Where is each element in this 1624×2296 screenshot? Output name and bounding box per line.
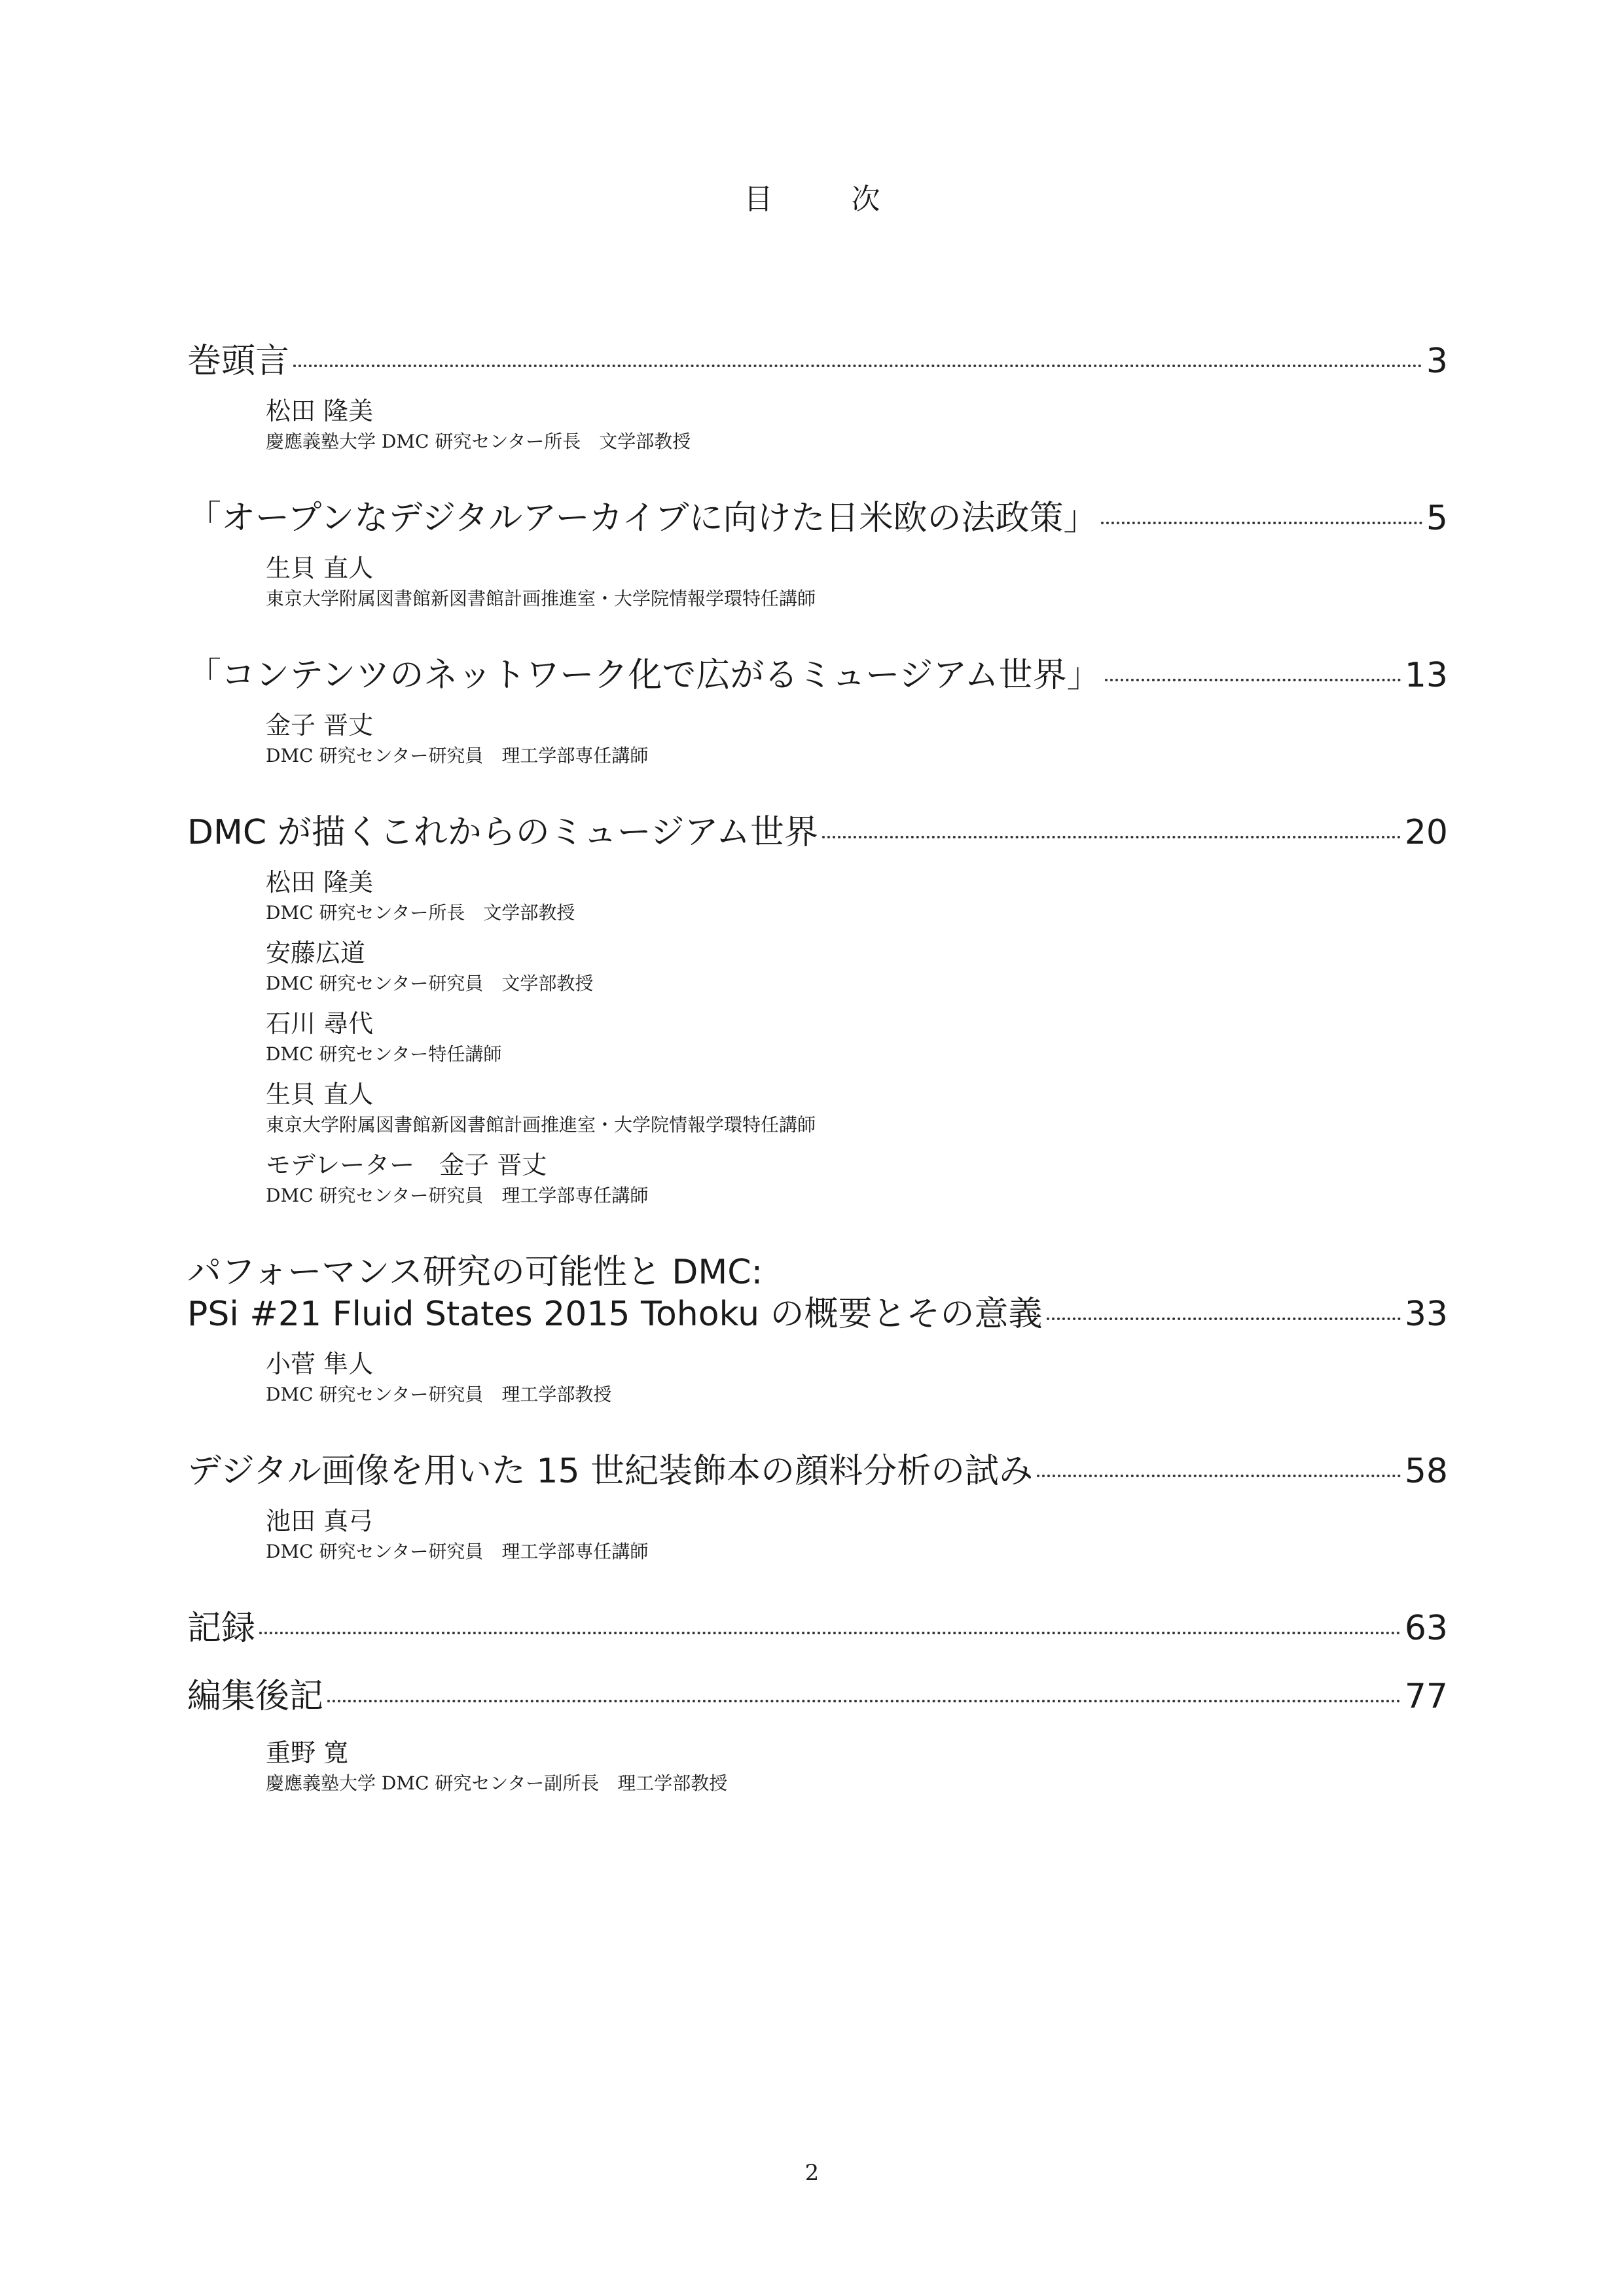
toc-entry-page: 58 <box>1404 1452 1448 1491</box>
toc-entry-title-row[interactable] <box>187 1676 1448 1717</box>
author-affiliation: DMC 研究センター研究員 理工学部教授 <box>266 1384 612 1405</box>
toc-entry <box>187 655 1448 770</box>
author-list <box>266 394 1448 456</box>
toc-entry-page: 63 <box>1404 1609 1448 1648</box>
author-affiliation: 東京大学附属図書館新図書館計画推進室・大学院情報学環特任講師 <box>266 1114 816 1136</box>
toc-entry <box>187 1676 1448 1797</box>
author-affiliation: DMC 研究センター研究員 理工学部専任講師 <box>266 745 649 766</box>
toc-entry <box>187 497 1448 613</box>
author-affiliation: 慶應義塾大学 DMC 研究センター副所長 理工学部教授 <box>266 1772 728 1794</box>
toc-entry-title-row[interactable] <box>187 1293 1448 1335</box>
toc-entry-page: 13 <box>1404 656 1448 695</box>
author-name: 重野 寛 <box>266 1738 349 1767</box>
toc-entry-title-row[interactable] <box>187 655 1448 696</box>
page-number: 2 <box>804 2160 820 2186</box>
author-affiliation: DMC 研究センター研究員 理工学部専任講師 <box>266 1185 649 1206</box>
author-list <box>266 865 1448 1210</box>
toc-entry-title-row[interactable] <box>187 497 1448 539</box>
toc-entry-title: 巻頭言 <box>187 342 290 381</box>
toc-entry-title: 「オープンなデジタルアーカイブに向けた日米欧の法政策」 <box>187 499 1098 538</box>
toc-entry-page: 33 <box>1404 1295 1448 1334</box>
author-name: 池田 真弓 <box>266 1507 374 1535</box>
table-of-contents <box>187 340 1448 1839</box>
toc-entry-title: デジタル画像を用いた 15 世紀装飾本の顔料分析の試み <box>187 1452 1034 1491</box>
dot-leader <box>822 836 1401 838</box>
toc-entry-page: 5 <box>1426 499 1448 538</box>
toc-entry <box>187 1450 1448 1566</box>
dot-leader <box>327 1700 1401 1702</box>
toc-entry-title-row[interactable] <box>187 1607 1448 1649</box>
toc-entry-title-row[interactable] <box>187 812 1448 853</box>
toc-entry <box>187 340 1448 456</box>
toc-entry-title: DMC が描くこれからのミュージアム世界 <box>187 813 819 852</box>
author-list <box>266 1504 1448 1566</box>
author-list <box>266 1736 1448 1797</box>
author-affiliation: DMC 研究センター研究員 理工学部専任講師 <box>266 1541 649 1562</box>
toc-entry-title: 編集後記 <box>187 1677 324 1716</box>
toc-entry-title: 記録 <box>187 1609 256 1648</box>
toc-entry <box>187 812 1448 1210</box>
author-name: 金子 晋丈 <box>266 711 374 740</box>
author-affiliation: 慶應義塾大学 DMC 研究センター所長 文学部教授 <box>266 431 691 452</box>
author-list <box>266 551 1448 613</box>
toc-entry-title: PSi #21 Fluid States 2015 Tohoku の概要とその意義 <box>187 1295 1043 1334</box>
author-affiliation: 東京大学附属図書館新図書館計画推進室・大学院情報学環特任講師 <box>266 588 816 609</box>
author-affiliation: DMC 研究センター所長 文学部教授 <box>266 902 575 924</box>
author-name: 小菅 隼人 <box>266 1350 374 1378</box>
author-name: 石川 尋代 <box>266 1009 374 1038</box>
dot-leader <box>293 365 1422 367</box>
page-title: 目次 <box>744 183 959 216</box>
toc-entry-title-line1[interactable]: パフォーマンス研究の可能性と DMC: <box>187 1253 763 1292</box>
toc-entry-title-row[interactable] <box>187 340 1448 382</box>
toc-entry-title: 「コンテンツのネットワーク化で広がるミュージアム世界」 <box>187 656 1101 695</box>
dot-leader <box>1105 679 1401 681</box>
author-affiliation: DMC 研究センター特任講師 <box>266 1043 502 1065</box>
dot-leader <box>259 1632 1401 1634</box>
author-name: 生貝 直人 <box>266 554 374 583</box>
dot-leader <box>1037 1475 1401 1477</box>
dot-leader <box>1101 522 1422 524</box>
author-name: 生貝 直人 <box>266 1080 374 1109</box>
toc-entry <box>187 1607 1448 1649</box>
author-affiliation: DMC 研究センター研究員 文学部教授 <box>266 973 594 994</box>
dot-leader <box>1047 1318 1401 1320</box>
author-name: 松田 隆美 <box>266 397 374 425</box>
author-list <box>266 1347 1448 1408</box>
toc-entry-page: 3 <box>1426 342 1448 381</box>
toc-entry-page: 20 <box>1404 813 1448 852</box>
author-name: 安藤広道 <box>266 939 366 967</box>
toc-entry-title-row[interactable] <box>187 1450 1448 1492</box>
author-list <box>266 708 1448 770</box>
toc-entry <box>187 1251 1448 1408</box>
author-name: 松田 隆美 <box>266 868 374 897</box>
moderator-name: モデレーター 金子 晋丈 <box>266 1151 547 1179</box>
toc-entry-page: 77 <box>1404 1677 1448 1716</box>
